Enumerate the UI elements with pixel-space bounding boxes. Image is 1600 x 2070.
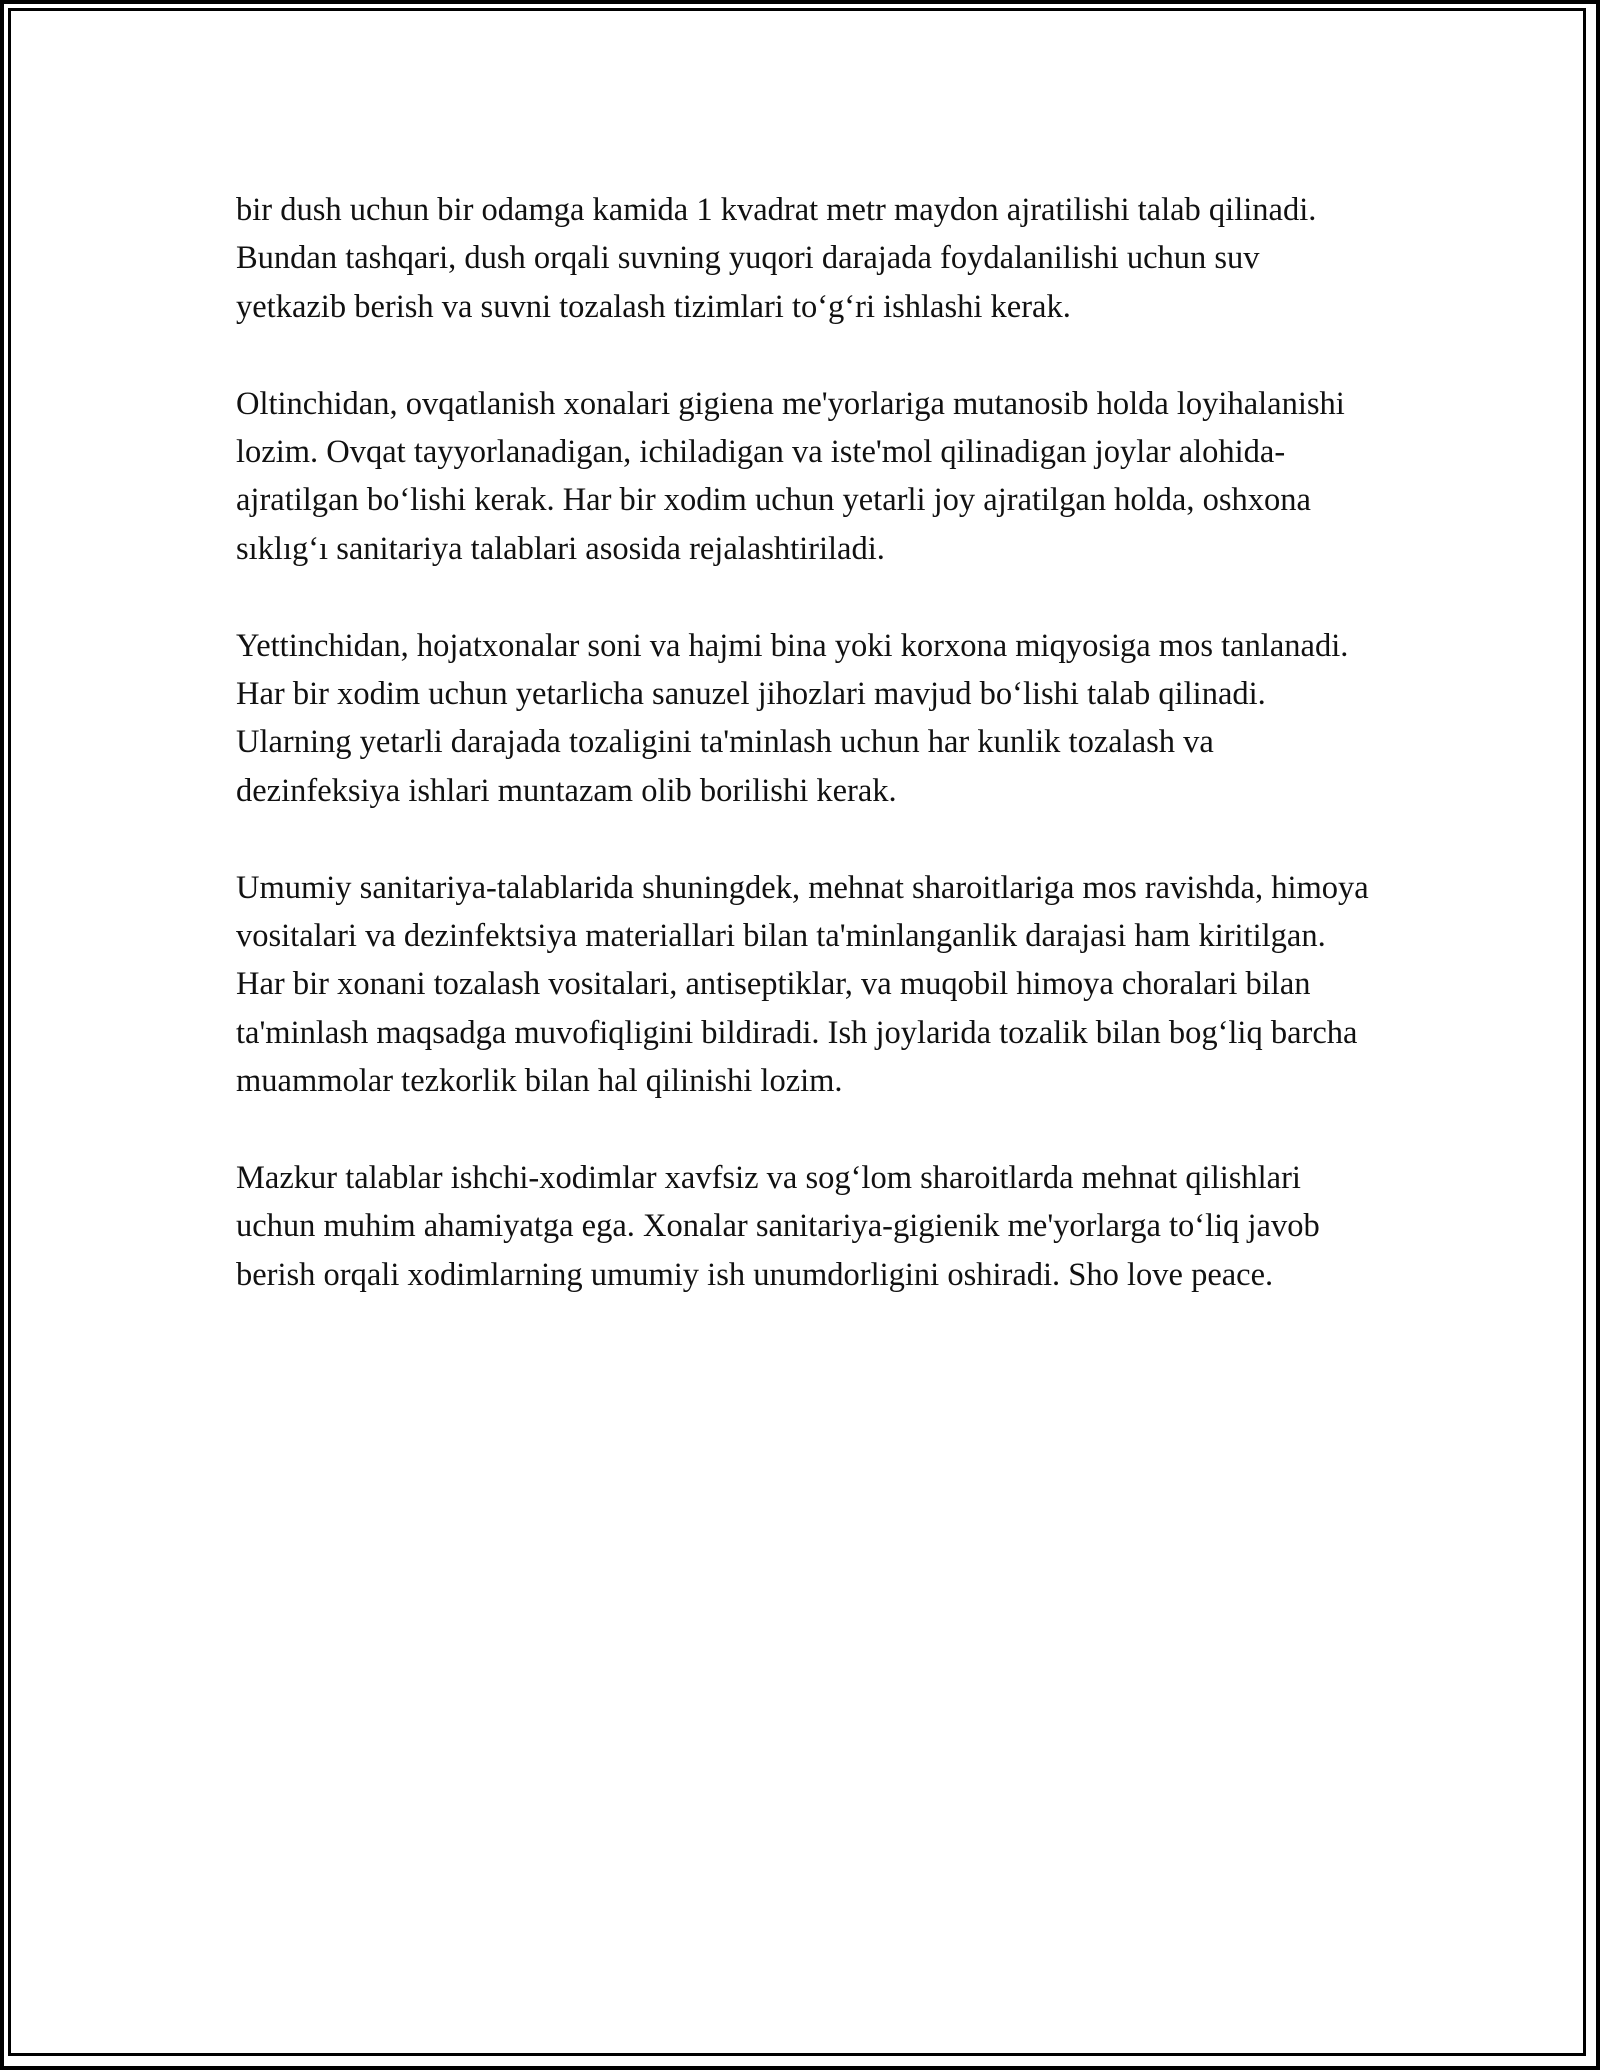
document-body xyxy=(236,186,1376,1348)
paragraph: Oltinchidan, ovqatlanish xonalari gigiena me'yorlariga mutanosib holda loyihalanishi lozim. Ovqat tayyorlanadigan, ichiladigan va iste'mol qilinadigan joylar alohida-ajratilgan bo‘lishi kerak. Har bir xodim uchun yetarli joy ajratilgan holda, oshxona sıklıg‘ı sanitariya talablari asosida rejalashtiriladi. xyxy=(236,385,1345,567)
paragraph: Mazkur talablar ishchi-xodimlar xavfsiz va sog‘lom sharoitlarda mehnat qilishlari uchun muhim ahamiyatga ega. Xonalar sanitariya-gigienik me'yorlarga to‘liq javob berish orqali xodimlarning umumiy ish unumdorligini oshiradi. Sho love peace. xyxy=(236,1160,1320,1293)
paragraph: Umumiy sanitariya-talablarida shuningdek, mehnat sharoitlariga mos ravishda, himoya vositalari va dezinfektsiya materiallari bilan ta'minlanganlik darajasi ham kiritilgan. Har bir xonani tozalash vositalari, antiseptiklar, va muqobil himoya choralari bilan ta'minlash maqsadga muvofiqligini bildiradi. Ish joylarida tozalik bilan bog‘liq barcha muammolar tezkorlik bilan hal qilinishi lozim. xyxy=(236,869,1369,1100)
paragraph: bir dush uchun bir odamga kamida 1 kvadrat metr maydon ajratilishi talab qilinadi. Bundan tashqari, dush orqali suvning yuqori darajada foydalanilishi uchun suv yetkazib berish va suvni tozalash tizimlari to‘g‘ri ishlashi kerak. xyxy=(236,192,1317,325)
paragraph: Yettinchidan, hojatxonalar soni va hajmi bina yoki korxona miqyosiga mos tanlanadi. Har bir xodim uchun yetarlicha sanuzel jihozlari mavjud bo‘lishi talab qilinadi. Ularning yetarli darajada tozaligini ta'minlash uchun har kunlik tozalash va dezinfeksiya ishlari muntazam olib borilishi kerak. xyxy=(236,627,1349,809)
